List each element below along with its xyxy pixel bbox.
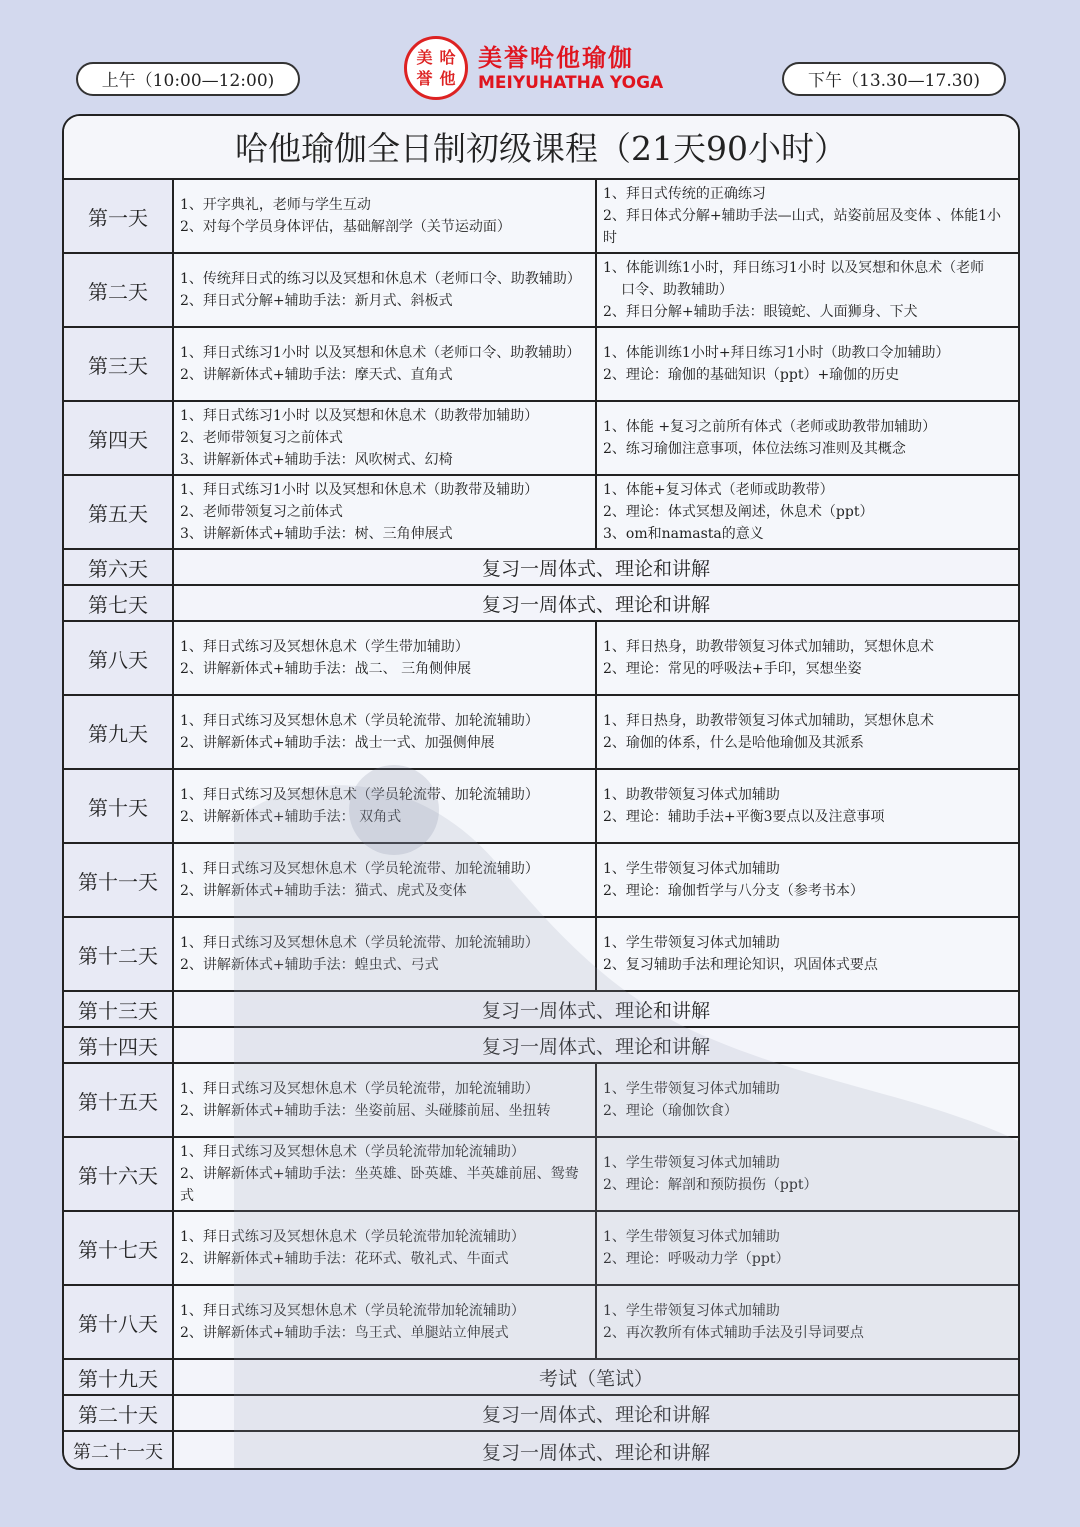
course-item: 1、学生带领复习体式加辅助 bbox=[603, 1081, 780, 1097]
review-cell: 复习一周体式、理论和讲解 bbox=[174, 586, 1018, 620]
schedule-row bbox=[64, 770, 1018, 844]
course-item: 2、讲解新体式+辅助手法：鸟王式、单腿站立伸展式 bbox=[180, 1325, 509, 1341]
course-item: 1、拜日式练习及冥想休息术（学员轮流带、加轮流辅助） bbox=[180, 713, 539, 729]
morning-cell bbox=[174, 844, 597, 916]
day-label: 第十六天 bbox=[64, 1138, 174, 1210]
afternoon-cell bbox=[597, 1212, 1018, 1284]
morning-cell bbox=[174, 180, 597, 252]
afternoon-cell bbox=[597, 1138, 1018, 1210]
logo-char: 哈 bbox=[439, 47, 456, 67]
course-item: 2、理论：瑜伽的基础知识（ppt）+瑜伽的历史 bbox=[603, 367, 900, 383]
course-item: 1、体能训练1小时+拜日练习1小时（助教口令加辅助） bbox=[603, 345, 950, 361]
day-label: 第七天 bbox=[64, 586, 174, 620]
review-cell: 复习一周体式、理论和讲解 bbox=[174, 1396, 1018, 1430]
course-item: 3、讲解新体式+辅助手法：树、三角伸展式 bbox=[180, 526, 453, 542]
schedule-row bbox=[64, 1064, 1018, 1138]
course-item: 1、拜日式练习1小时 以及冥想和休息术（助教带加辅助） bbox=[180, 408, 539, 424]
course-item: 1、拜日式练习及冥想休息术（学员轮流带加轮流辅助） bbox=[180, 1303, 525, 1319]
schedule-row bbox=[64, 586, 1018, 622]
course-item: 1、助教带领复习体式加辅助 bbox=[603, 787, 780, 803]
course-item: 1、拜日式练习及冥想休息术（学员轮流带，加轮流辅助） bbox=[180, 1081, 539, 1097]
course-item: 1、体能 +复习之前所有体式（老师或助教带加辅助） bbox=[603, 419, 937, 435]
morning-cell bbox=[174, 696, 597, 768]
course-item: 2、老师带领复习之前体式 bbox=[180, 504, 343, 520]
course-item: 1、拜日式练习及冥想休息术（学员轮流带、加轮流辅助） bbox=[180, 935, 539, 951]
course-item: 2、老师带领复习之前体式 bbox=[180, 430, 343, 446]
day-label: 第十七天 bbox=[64, 1212, 174, 1284]
course-item: 1、体能+复习体式（老师或助教带） bbox=[603, 482, 834, 498]
afternoon-cell bbox=[597, 770, 1018, 842]
afternoon-cell bbox=[597, 328, 1018, 400]
afternoon-cell bbox=[597, 254, 1018, 326]
course-item: 2、讲解新体式+辅助手法：坐英雄、卧英雄、半英雄前屈、鸳鸯式 bbox=[180, 1166, 579, 1204]
day-label: 第十天 bbox=[64, 770, 174, 842]
day-label: 第五天 bbox=[64, 476, 174, 548]
course-item: 2、复习辅助手法和理论知识，巩固体式要点 bbox=[603, 957, 878, 973]
afternoon-cell bbox=[597, 918, 1018, 990]
course-item: 2、瑜伽的体系，什么是哈他瑜伽及其派系 bbox=[603, 735, 864, 751]
brand-logo bbox=[404, 36, 663, 100]
course-item: 1、学生带领复习体式加辅助 bbox=[603, 1155, 780, 1171]
day-label: 第一天 bbox=[64, 180, 174, 252]
afternoon-time-label: 下午（13.30—17.30) bbox=[782, 62, 1006, 96]
logo-english-name: MEIYUHATHA YOGA bbox=[478, 73, 664, 93]
course-item: 2、讲解新体式+辅助手法：坐姿前屈、头碰膝前屈、坐扭转 bbox=[180, 1103, 551, 1119]
afternoon-cell bbox=[597, 696, 1018, 768]
day-label: 第四天 bbox=[64, 402, 174, 474]
day-label: 第二天 bbox=[64, 254, 174, 326]
course-item: 1、拜日热身，助教带领复习体式加辅助，冥想休息术 bbox=[603, 713, 934, 729]
morning-cell bbox=[174, 622, 597, 694]
course-item: 1、拜日式练习及冥想休息术（学员轮流带加轮流辅助） bbox=[180, 1229, 525, 1245]
course-item: 2、对每个学员身体评估，基础解剖学（关节运动面） bbox=[180, 219, 511, 235]
day-label: 第三天 bbox=[64, 328, 174, 400]
schedule-row bbox=[64, 180, 1018, 254]
course-item: 2、理论：瑜伽哲学与八分支（参考书本） bbox=[603, 883, 864, 899]
logo-char: 他 bbox=[439, 68, 456, 88]
schedule-sheet bbox=[62, 114, 1020, 1470]
course-item: 1、拜日式练习及冥想休息术（学员轮流带、加轮流辅助） bbox=[180, 787, 539, 803]
course-item: 2、讲解新体式+辅助手法：摩天式、直角式 bbox=[180, 367, 453, 383]
morning-cell bbox=[174, 1138, 597, 1210]
schedule-row bbox=[64, 328, 1018, 402]
course-item: 1、开字典礼，老师与学生互动 bbox=[180, 197, 371, 213]
afternoon-cell bbox=[597, 402, 1018, 474]
schedule-row bbox=[64, 1396, 1018, 1432]
course-item: 2、讲解新体式+辅助手法： 双角式 bbox=[180, 809, 402, 825]
morning-cell bbox=[174, 1064, 597, 1136]
course-item: 3、om和namasta的意义 bbox=[603, 526, 764, 542]
day-label: 第十三天 bbox=[64, 992, 174, 1026]
schedule-row bbox=[64, 550, 1018, 586]
course-item: 2、讲解新体式+辅助手法：战士一式、加强侧伸展 bbox=[180, 735, 495, 751]
afternoon-cell bbox=[597, 1286, 1018, 1358]
day-label: 第十五天 bbox=[64, 1064, 174, 1136]
morning-cell bbox=[174, 770, 597, 842]
morning-cell bbox=[174, 402, 597, 474]
review-cell: 复习一周体式、理论和讲解 bbox=[174, 992, 1018, 1026]
afternoon-cell bbox=[597, 622, 1018, 694]
day-label: 第十九天 bbox=[64, 1360, 174, 1394]
schedule-row bbox=[64, 844, 1018, 918]
review-cell: 复习一周体式、理论和讲解 bbox=[174, 1028, 1018, 1062]
course-item: 2、理论（瑜伽饮食） bbox=[603, 1103, 738, 1119]
logo-seal-icon bbox=[404, 36, 468, 100]
morning-cell bbox=[174, 918, 597, 990]
course-item: 1、学生带领复习体式加辅助 bbox=[603, 861, 780, 877]
schedule-row bbox=[64, 476, 1018, 550]
course-item: 1、拜日式练习及冥想休息术（学员轮流带加轮流辅助） bbox=[180, 1144, 525, 1160]
schedule-row bbox=[64, 1360, 1018, 1396]
afternoon-cell bbox=[597, 1064, 1018, 1136]
course-item: 3、讲解新体式+辅助手法：风吹树式、幻椅 bbox=[180, 452, 453, 468]
day-label: 第十一天 bbox=[64, 844, 174, 916]
morning-cell bbox=[174, 476, 597, 548]
day-label: 第九天 bbox=[64, 696, 174, 768]
morning-time-label: 上午（10:00—12:00) bbox=[76, 62, 300, 96]
afternoon-cell bbox=[597, 476, 1018, 548]
course-item: 1、拜日式练习及冥想休息术（学员轮流带、加轮流辅助） bbox=[180, 861, 539, 877]
course-item: 2、理论：辅助手法+平衡3要点以及注意事项 bbox=[603, 809, 885, 825]
course-item: 2、理论：呼吸动力学（ppt） bbox=[603, 1251, 790, 1267]
day-label: 第十八天 bbox=[64, 1286, 174, 1358]
schedule-row bbox=[64, 622, 1018, 696]
course-item: 2、理论：常见的呼吸法+手印，冥想坐姿 bbox=[603, 661, 862, 677]
review-cell: 复习一周体式、理论和讲解 bbox=[174, 1432, 1018, 1470]
schedule-row bbox=[64, 1432, 1018, 1470]
day-label: 第六天 bbox=[64, 550, 174, 584]
schedule-row bbox=[64, 1028, 1018, 1064]
schedule-row bbox=[64, 1212, 1018, 1286]
morning-cell bbox=[174, 328, 597, 400]
logo-chinese-name: 美誉哈他瑜伽 bbox=[478, 44, 634, 72]
course-item: 1、体能训练1小时，拜日练习1小时 以及冥想和休息术（老师 bbox=[603, 260, 985, 276]
schedule-row bbox=[64, 918, 1018, 992]
morning-cell bbox=[174, 254, 597, 326]
course-item: 2、拜日式分解+辅助手法：新月式、斜板式 bbox=[180, 293, 453, 309]
course-item: 1、学生带领复习体式加辅助 bbox=[603, 1303, 780, 1319]
review-cell: 复习一周体式、理论和讲解 bbox=[174, 550, 1018, 584]
schedule-table bbox=[64, 180, 1018, 1470]
morning-cell bbox=[174, 1212, 597, 1284]
logo-char: 誉 bbox=[416, 68, 433, 88]
course-item: 2、理论：解剖和预防损伤（ppt） bbox=[603, 1177, 818, 1193]
course-item: 2、拜日体式分解+辅助手法—山式，站姿前屈及变体 、体能1小时 bbox=[603, 208, 1001, 246]
schedule-row bbox=[64, 992, 1018, 1028]
day-label: 第十二天 bbox=[64, 918, 174, 990]
schedule-row bbox=[64, 1286, 1018, 1360]
course-item: 2、讲解新体式+辅助手法：花环式、敬礼式、牛面式 bbox=[180, 1251, 509, 1267]
day-label: 第十四天 bbox=[64, 1028, 174, 1062]
course-item: 1、拜日式练习及冥想休息术（学生带加辅助） bbox=[180, 639, 469, 655]
course-item: 2、讲解新体式+辅助手法：战二、 三角侧伸展 bbox=[180, 661, 472, 677]
schedule-row bbox=[64, 1138, 1018, 1212]
afternoon-cell bbox=[597, 180, 1018, 252]
course-item: 2、再次教所有体式辅助手法及引导词要点 bbox=[603, 1325, 864, 1341]
course-item: 口令、助教辅助） bbox=[621, 282, 733, 298]
course-item: 2、拜日分解+辅助手法：眼镜蛇、人面狮身、下犬 bbox=[603, 304, 918, 320]
course-item: 1、拜日式练习1小时 以及冥想和休息术（助教带及辅助） bbox=[180, 482, 539, 498]
course-item: 1、拜日式传统的正确练习 bbox=[603, 186, 766, 202]
review-cell: 考试（笔试） bbox=[174, 1360, 1018, 1394]
schedule-row bbox=[64, 402, 1018, 476]
course-item: 2、理论：体式冥想及阐述，休息术（ppt） bbox=[603, 504, 874, 520]
logo-char: 美 bbox=[416, 47, 433, 67]
course-item: 2、练习瑜伽注意事项，体位法练习准则及其概念 bbox=[603, 441, 906, 457]
course-item: 1、学生带领复习体式加辅助 bbox=[603, 1229, 780, 1245]
page-title: 哈他瑜伽全日制初级课程（21天90小时） bbox=[64, 116, 1018, 180]
schedule-row bbox=[64, 696, 1018, 770]
afternoon-cell bbox=[597, 844, 1018, 916]
day-label: 第八天 bbox=[64, 622, 174, 694]
day-label: 第二十一天 bbox=[64, 1432, 174, 1470]
morning-cell bbox=[174, 1286, 597, 1358]
day-label: 第二十天 bbox=[64, 1396, 174, 1430]
course-item: 1、传统拜日式的练习以及冥想和休息术（老师口令、助教辅助） bbox=[180, 271, 581, 287]
course-item: 2、讲解新体式+辅助手法：猫式、虎式及变体 bbox=[180, 883, 467, 899]
course-item: 2、讲解新体式+辅助手法：蝗虫式、弓式 bbox=[180, 957, 439, 973]
course-item: 1、拜日热身，助教带领复习体式加辅助，冥想休息术 bbox=[603, 639, 934, 655]
course-item: 1、学生带领复习体式加辅助 bbox=[603, 935, 780, 951]
schedule-row bbox=[64, 254, 1018, 328]
course-item: 1、拜日式练习1小时 以及冥想和休息术（老师口令、助教辅助） bbox=[180, 345, 581, 361]
